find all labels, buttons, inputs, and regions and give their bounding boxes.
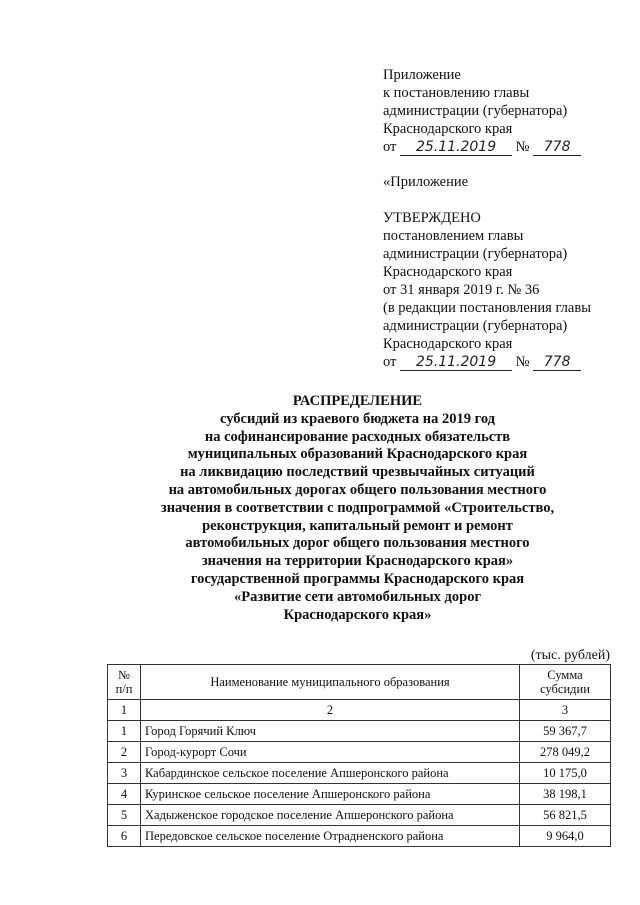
row-name: Передовское сельское поселение Отрадненского района bbox=[141, 826, 520, 847]
row-name: Кабардинское сельское поселение Апшеронского района bbox=[141, 763, 520, 784]
header-sum: Сумма субсидии bbox=[520, 665, 611, 700]
row-name: Город-курорт Сочи bbox=[141, 742, 520, 763]
title-line: значения на территории Краснодарского края» bbox=[201, 553, 514, 570]
row-sum: 278 049,2 bbox=[520, 742, 611, 763]
annex-line: Приложение bbox=[383, 67, 461, 83]
table-row bbox=[108, 805, 611, 826]
annex-block bbox=[383, 66, 581, 156]
index-cell: 1 bbox=[108, 700, 141, 721]
approval-line: от 31 января 2019 г. № 36 bbox=[383, 282, 540, 298]
title-line: значения в соответствии с подпрограммой «Строительство, bbox=[160, 499, 555, 516]
document-title bbox=[130, 393, 585, 624]
annex-line: администрации (губернатора) bbox=[383, 103, 568, 119]
title-line: автомобильных дорог общего пользования местного bbox=[185, 535, 530, 552]
handwritten-date: 25.11.2019 bbox=[400, 140, 512, 156]
table-row bbox=[108, 784, 611, 805]
header-num: № п/п bbox=[108, 665, 141, 700]
title-line: муниципальных образований Краснодарского края bbox=[187, 446, 528, 463]
row-num: 2 bbox=[108, 742, 141, 763]
title-line: РАСПРЕДЕЛЕНИЕ bbox=[292, 393, 423, 409]
number-prefix: № bbox=[515, 354, 530, 370]
approval-date-line bbox=[383, 353, 591, 371]
approval-line: (в редакции постановления главы bbox=[383, 300, 591, 316]
approved-label: УТВЕРЖДЕНО bbox=[383, 210, 481, 226]
units-label: (тыс. рублей) bbox=[530, 648, 610, 663]
approval-line: Краснодарского края bbox=[383, 264, 513, 280]
table-row bbox=[108, 721, 611, 742]
title-line: реконструкция, капитальный ремонт и ремонт bbox=[202, 517, 513, 534]
title-line: на ликвидацию последствий чрезвычайных ситуаций bbox=[180, 464, 535, 481]
row-sum: 9 964,0 bbox=[520, 826, 611, 847]
quote-label: «Приложение bbox=[383, 174, 469, 190]
annex-line: Краснодарского края bbox=[383, 121, 513, 137]
header-name: Наименование муниципального образования bbox=[141, 665, 520, 700]
number-prefix: № bbox=[515, 139, 530, 155]
table-row bbox=[108, 742, 611, 763]
table-header-row bbox=[108, 665, 611, 700]
date-prefix: от bbox=[383, 354, 397, 370]
row-sum: 59 367,7 bbox=[520, 721, 611, 742]
handwritten-date: 25.11.2019 bbox=[400, 355, 512, 371]
approval-line: администрации (губернатора) bbox=[383, 246, 568, 262]
row-sum: 38 198,1 bbox=[520, 784, 611, 805]
row-num: 3 bbox=[108, 763, 141, 784]
row-num: 1 bbox=[108, 721, 141, 742]
title-line: «Развитие сети автомобильных дорог bbox=[233, 588, 482, 605]
subsidy-table bbox=[107, 664, 611, 847]
index-cell: 3 bbox=[520, 700, 611, 721]
approval-line: администрации (губернатора) bbox=[383, 318, 568, 334]
title-line: на софинансирование расходных обязательств bbox=[204, 428, 511, 445]
approval-block bbox=[383, 173, 591, 371]
row-num: 4 bbox=[108, 784, 141, 805]
table-row bbox=[108, 763, 611, 784]
date-prefix: от bbox=[383, 139, 397, 155]
title-line: государственной программы Краснодарского края bbox=[190, 570, 525, 587]
row-sum: 56 821,5 bbox=[520, 805, 611, 826]
annex-date-line bbox=[383, 138, 581, 156]
title-line: Краснодарского края» bbox=[283, 606, 432, 623]
row-num: 5 bbox=[108, 805, 141, 826]
title-line: субсидий из краевого бюджета на 2019 год bbox=[219, 410, 496, 427]
table-index-row bbox=[108, 700, 611, 721]
row-sum: 10 175,0 bbox=[520, 763, 611, 784]
row-name: Город Горячий Ключ bbox=[141, 721, 520, 742]
index-cell: 2 bbox=[141, 700, 520, 721]
approval-line: Краснодарского края bbox=[383, 336, 513, 352]
table-row bbox=[108, 826, 611, 847]
spacer bbox=[383, 191, 591, 209]
approval-line: постановлением главы bbox=[383, 228, 524, 244]
handwritten-number: 778 bbox=[533, 355, 581, 371]
title-line: на автомобильных дорогах общего пользования местного bbox=[168, 481, 547, 498]
row-name: Куринское сельское поселение Апшеронского района bbox=[141, 784, 520, 805]
row-name: Хадыженское городское поселение Апшеронского района bbox=[141, 805, 520, 826]
annex-line: к постановлению главы bbox=[383, 85, 530, 101]
row-num: 6 bbox=[108, 826, 141, 847]
handwritten-number: 778 bbox=[533, 140, 581, 156]
